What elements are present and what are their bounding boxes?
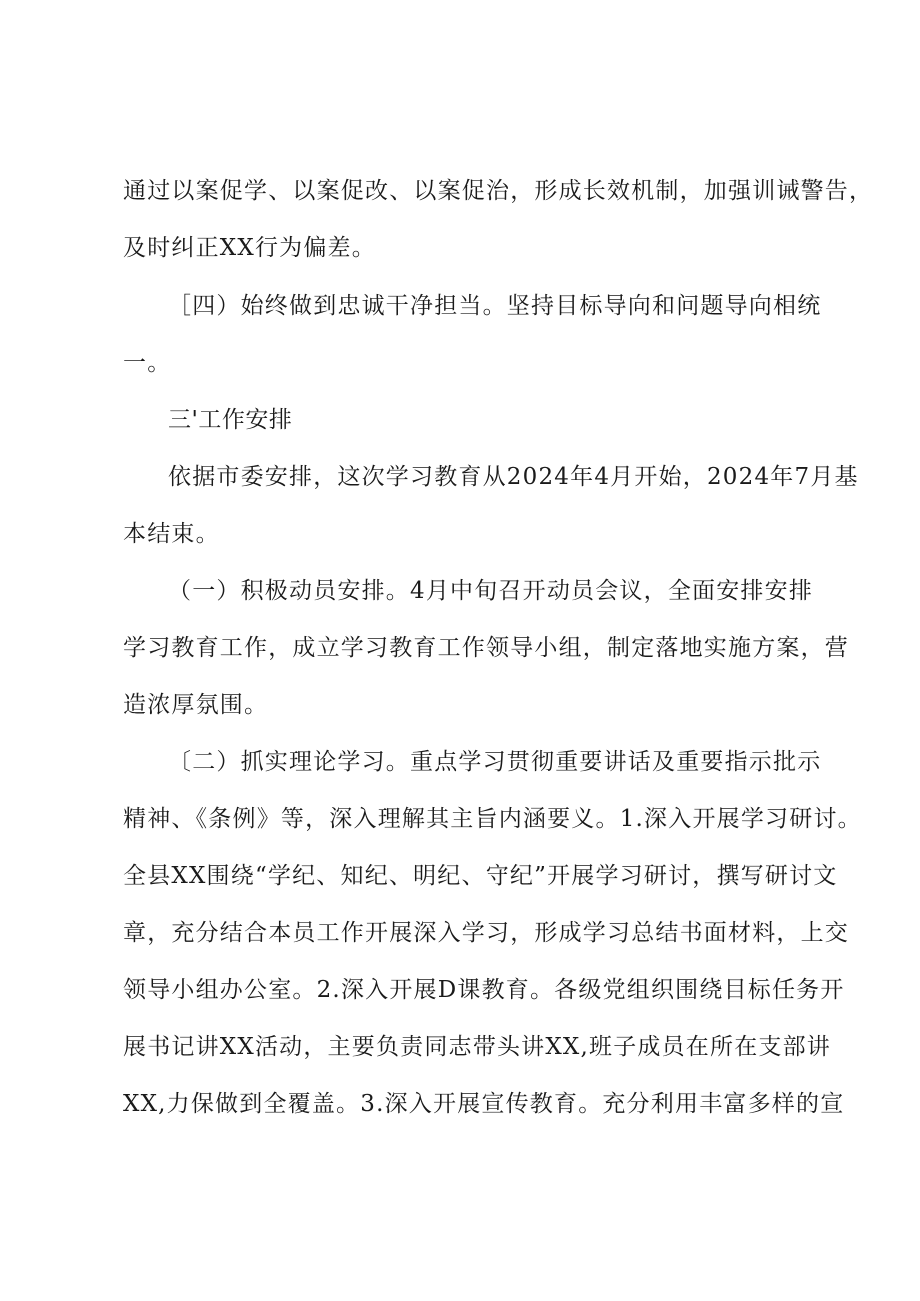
paragraph-line: 章，充分结合本员工作开展深入学习，形成学习总结书面材料，上交 — [123, 920, 849, 946]
section-heading: 三'工作安排 — [168, 407, 293, 433]
paragraph-line: 学习教育工作，成立学习教育工作领导小组，制定落地实施方案，营 — [123, 635, 849, 661]
paragraph-line: （一）积极动员安排。4月中旬召开动员会议，全面安排安排 — [168, 578, 814, 604]
paragraph-line: 及时纠正XX行为偏差。 — [123, 235, 376, 261]
paragraph-line: 通过以案促学、以案促改、以案促治，形成长效机制，加强训诫警告， — [123, 178, 874, 204]
paragraph-line: 造浓厚氛围。 — [123, 692, 269, 718]
paragraph-line: XX,力保做到全覆盖。3.深入开展宣传教育。充分利用丰富多样的宣 — [123, 1091, 845, 1117]
paragraph-line: 依据市委安排，这次学习教育从2024年4月开始，2024年7月基 — [168, 464, 859, 490]
paragraph-line: ［四）始终做到忠诚干净担当。坚持目标导向和问题导向相统 — [168, 293, 822, 319]
paragraph-line: 〔二）抓实理论学习。重点学习贯彻重要讲话及重要指示批示 — [168, 749, 822, 775]
paragraph-line: 精神、《条例》等，深入理解其主旨内涵要义。1.深入开展学习研讨。 — [123, 806, 862, 832]
paragraph-line: 展书记讲XX活动，主要负责同志带头讲XX,班子成员在所在支部讲 — [123, 1034, 832, 1060]
paragraph-line: 领导小组办公室。2.深入开展D课教育。各级党组织围绕目标任务开 — [123, 977, 845, 1003]
paragraph-line: 全县XX围绕“学纪、知纪、明纪、守纪”开展学习研讨，撰写研讨文 — [123, 863, 838, 889]
paragraph-line: 本结束。 — [123, 521, 220, 547]
paragraph-line: 一。 — [123, 350, 172, 376]
